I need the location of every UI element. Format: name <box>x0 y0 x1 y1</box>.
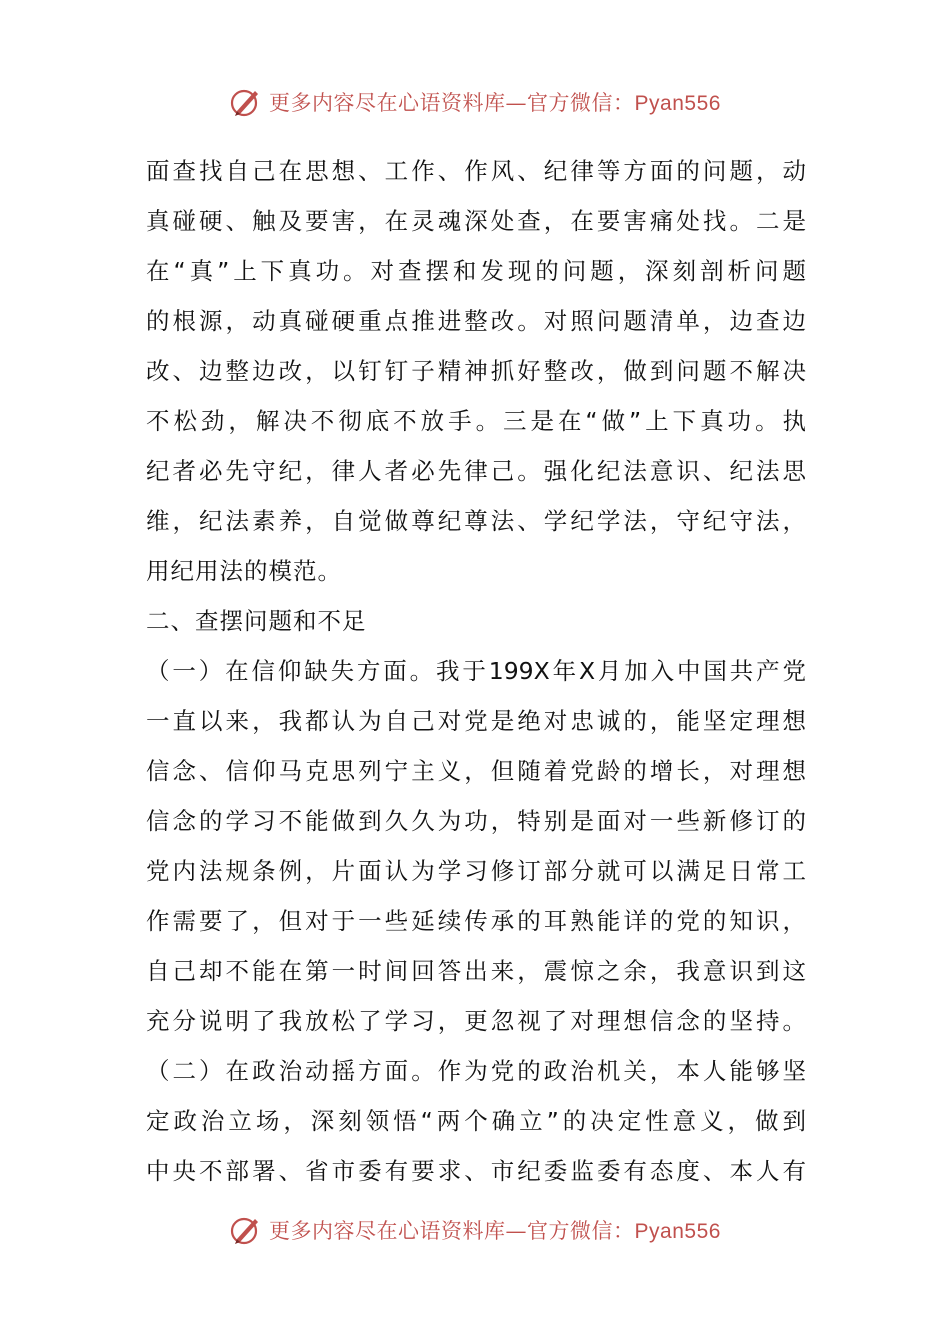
text-line: 中央不部署、省市委有要求、市纪委监委有态度、本人有 <box>146 1157 806 1185</box>
pen-logo-icon <box>229 1213 263 1247</box>
text-line: 作需要了，但对于一些延续传承的耳熟能详的党的知识， <box>146 907 806 935</box>
text-line: 自己却不能在第一时间回答出来，震惊之余，我意识到这 <box>146 957 806 985</box>
text-line: 一直以来，我都认为自己对党是绝对忠诚的，能坚定理想 <box>146 707 806 735</box>
text-line: 面查找自己在思想、工作、作风、纪律等方面的问题，动 <box>146 157 806 185</box>
document-body <box>146 146 806 1196</box>
footer-watermark <box>0 1210 950 1250</box>
text-line: 党内法规条例，片面认为学习修订部分就可以满足日常工 <box>146 857 806 885</box>
section-heading: 二、查摆问题和不足 <box>146 607 367 635</box>
watermark-text: 更多内容尽在心语资料库—官方微信：Pyan556 <box>269 91 721 115</box>
text-line: （二）在政治动摇方面。作为党的政治机关，本人能够坚 <box>146 1057 806 1085</box>
text-line: 不松劲，解决不彻底不放手。三是在“做”上下真功。执 <box>146 407 806 435</box>
text-line: 定政治立场，深刻领悟“两个确立”的决定性意义，做到 <box>146 1107 806 1135</box>
text-line: 改、边整边改，以钉钉子精神抓好整改，做到问题不解决 <box>146 357 806 385</box>
header-watermark <box>0 82 950 122</box>
text-line: 真碰硬、触及要害，在灵魂深处查，在要害痛处找。二是 <box>146 207 806 235</box>
text-line: 的根源，动真碰硬重点推进整改。对照问题清单，边查边 <box>146 307 806 335</box>
text-line: 充分说明了我放松了学习，更忽视了对理想信念的坚持。 <box>146 1007 806 1035</box>
text-line: 信念、信仰马克思列宁主义，但随着党龄的增长，对理想 <box>146 757 806 785</box>
text-line: 维，纪法素养，自觉做尊纪尊法、学纪学法，守纪守法， <box>146 507 806 535</box>
text-line: 用纪用法的模范。 <box>146 557 342 585</box>
pen-logo-icon <box>229 85 263 119</box>
text-line: 纪者必先守纪，律人者必先律己。强化纪法意识、纪法思 <box>146 457 806 485</box>
text-line: （一）在信仰缺失方面。我于199X年X月加入中国共产党 <box>146 657 806 685</box>
text-line: 在“真”上下真功。对查摆和发现的问题，深刻剖析问题 <box>146 257 806 285</box>
watermark-text: 更多内容尽在心语资料库—官方微信：Pyan556 <box>269 1219 721 1243</box>
text-line: 信念的学习不能做到久久为功，特别是面对一些新修订的 <box>146 807 806 835</box>
